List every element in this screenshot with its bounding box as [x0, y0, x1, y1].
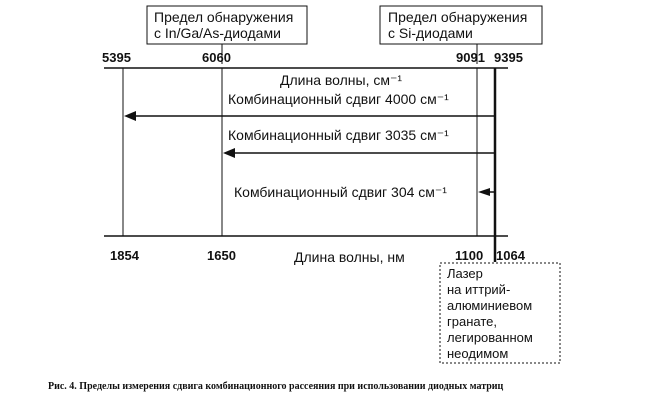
detector-si-line1: Предел обнаружения [388, 9, 528, 25]
top-tick-5395: 5395 [102, 50, 131, 65]
bottom-axis-label: Длина волны, нм [294, 249, 405, 265]
laser-line-4: гранате, [447, 314, 497, 329]
shift-label-4000: Комбинационный сдвиг 4000 см⁻¹ [228, 91, 449, 107]
laser-line-2: на иттрий- [447, 282, 511, 297]
laser-line-6: неодимом [447, 346, 509, 361]
top-tick-9395: 9395 [494, 50, 523, 65]
bottom-tick-1650: 1650 [207, 248, 236, 263]
top-axis-label: Длина волны, см⁻¹ [280, 72, 403, 88]
figure-caption: Рис. 4. Пределы измерения сдвига комбинационного рассеяния при использовании диодных матриц [48, 381, 504, 392]
bottom-tick-1100: 1100 [455, 248, 484, 263]
shift-label-3035: Комбинационный сдвиг 3035 см⁻¹ [228, 127, 449, 143]
detector-ingaas-line1: Предел обнаружения [154, 9, 294, 25]
shift-arrow-4000 [124, 111, 495, 121]
shift-arrow-3035 [223, 148, 495, 158]
laser-line-5: легированном [447, 330, 533, 345]
shift-label-304: Комбинационный сдвиг 304 см⁻¹ [234, 184, 447, 200]
top-tick-6060: 6060 [202, 50, 231, 65]
detector-ingaas-line2: с In/Ga/As-диодами [154, 25, 281, 41]
shift-arrow-304 [478, 188, 495, 196]
detector-si-line2: с Si-диодами [388, 25, 473, 41]
laser-line-3: алюминиевом [447, 298, 533, 313]
laser-box [440, 263, 560, 363]
bottom-tick-1064: 1064 [496, 248, 525, 263]
laser-line-1: Лазер [447, 266, 483, 281]
bottom-tick-1854: 1854 [110, 248, 139, 263]
top-tick-9091: 9091 [456, 50, 485, 65]
detector-box-ingaas [147, 6, 307, 44]
detector-box-si [380, 6, 542, 44]
